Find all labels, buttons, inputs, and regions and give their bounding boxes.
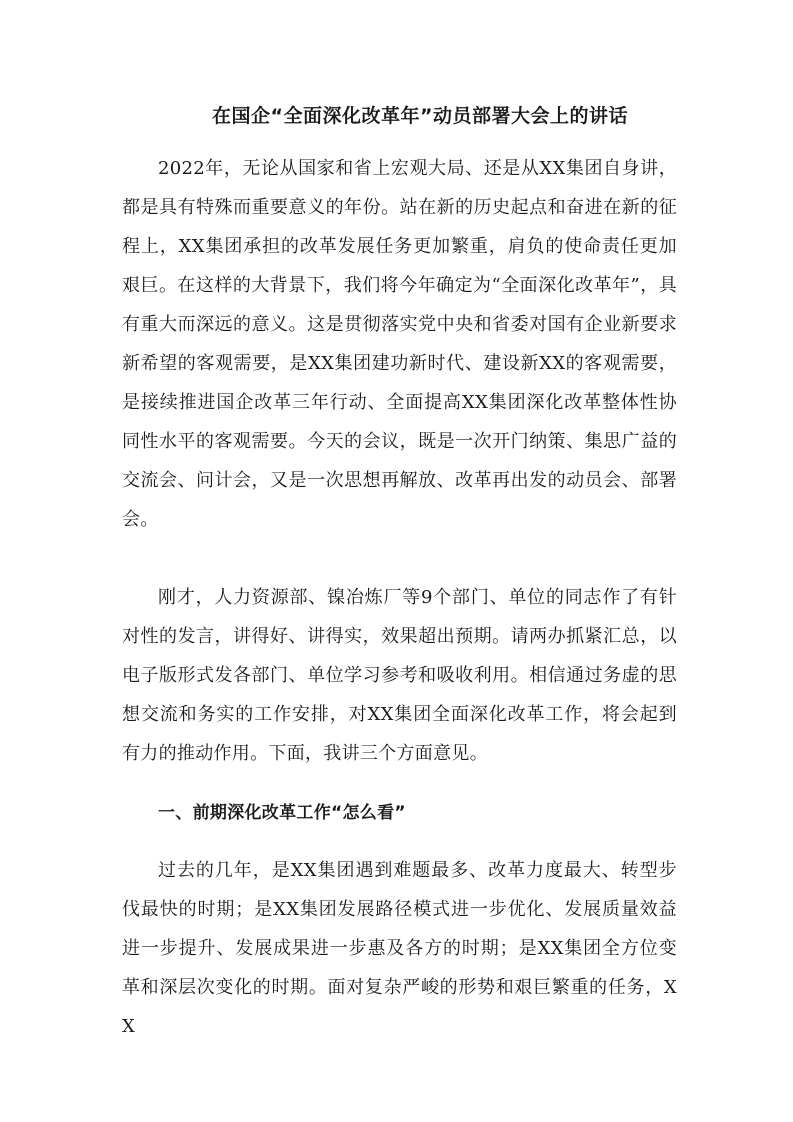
paragraph-section-one: 过去的几年，是XX集团遇到难题最多、改革力度最大、转型步伐最快的时期；是XX集团发展路径模式进一步优化、发展质量效益进一步提升、发展成果进一步惠及各方的时期；是XX集团全方位变革和深层次变化的时期。面对复杂严峻的形势和艰巨繁重的任务，XX — [122, 860, 677, 1037]
paragraph-meeting-remarks: 刚才，人力资源部、镍冶炼厂等9个部门、单位的同志作了有针对性的发言，讲得好、讲得实，效果超出预期。请两办抓紧汇总，以电子版形式发各部门、单位学习参考和吸收利用。相信通过务虚的思想交流和务实的工作安排，对XX集团全面深化改革工作，将会起到有力的推动作用。下面，我讲三个方面意见。 — [122, 587, 677, 764]
document-title: 在国企“全面深化改革年”动员部署大会上的讲话 — [212, 105, 628, 127]
section-heading-one: 一、前期深化改革工作“怎么看” — [158, 803, 406, 823]
paragraph-intro: 2022年，无论从国家和省上宏观大局、还是从XX集团自身讲，都是具有特殊而重要意义的年份。站在新的历史起点和奋进在新的征程上，XX集团承担的改革发展任务更加繁重，肩负的使命责任更加艰巨。在这样的大背景下，我们将今年确定为“全面深化改革年”，具有重大而深远的意义。这是贯彻落实党中央和省委对国有企业新要求新希望的客观需要，是XX集团建功新时代、建设新XX的客观需要，是接续推进国企改革三年行动、全面提高XX集团深化改革整体性协同性水平的客观需要。今天的会议，既是一次开门纳策、集思广益的交流会、问计会，又是一次思想再解放、改革再出发的动员会、部署会。 — [122, 158, 677, 530]
